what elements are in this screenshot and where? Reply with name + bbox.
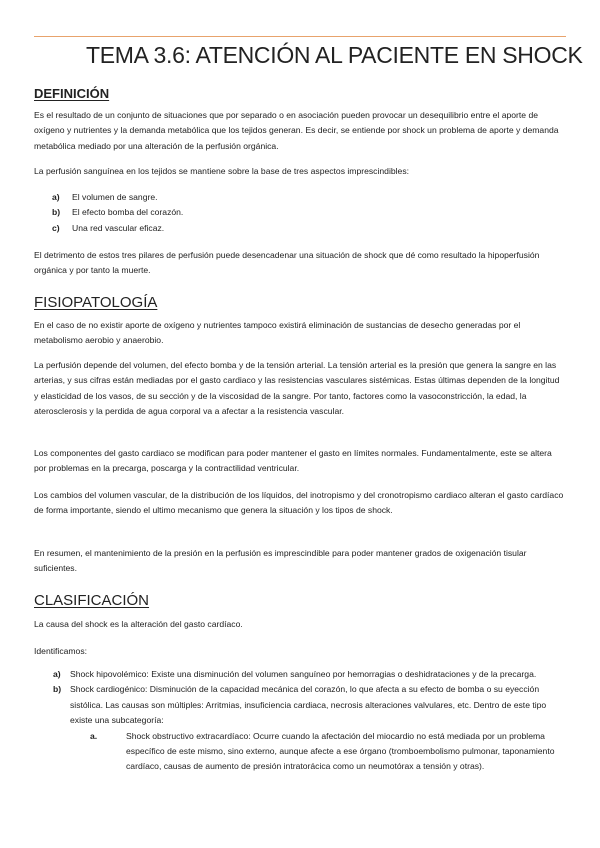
section-heading-fisiopatologia: FISIOPATOLOGÍA	[34, 294, 158, 311]
page-title: TEMA 3.6: ATENCIÓN AL PACIENTE EN SHOCK	[86, 42, 583, 68]
list-item	[34, 682, 566, 728]
section-heading-clasificacion: CLASIFICACIÓN	[34, 592, 150, 609]
sub-list-item	[34, 729, 566, 775]
list-item	[34, 205, 566, 220]
clasificacion-paragraph-2: Identificamos:	[34, 646, 88, 656]
list-item-text: Shock hipovolémico: Existe una disminución del volumen sanguíneo por hemorragias o deshidrataciones y de la precarga.	[70, 669, 537, 679]
definicion-paragraph-1: Es el resultado de un conjunto de situaciones que por separado o en asociación pueden provocar un desequilibrio entre el aporte de oxígeno y nutrientes y la demanda metabólica que los tejidos generan. Es decir, se entiende por shock un problema de aporte y demanda metabólica mediado por una alteración de la perfusión orgánica.	[34, 110, 559, 151]
section-heading-definicion: DEFINICIÓN	[34, 86, 110, 101]
list-item-text: El efecto bomba del corazón.	[72, 207, 184, 218]
header-rule	[34, 36, 566, 37]
list-marker: b)	[53, 684, 62, 695]
list-item	[34, 190, 566, 205]
list-item	[34, 667, 566, 682]
definicion-paragraph-2: La perfusión sanguínea en los tejidos se mantiene sobre la base de tres aspectos imprescindibles:	[34, 166, 410, 176]
fisiopatologia-paragraph-3: Los componentes del gasto cardiaco se modifican para poder mantener el gasto en límites normales. Fundamentalmente, este se altera por problemas en la precarga, poscarga y la contractilidad ventricular.	[34, 448, 552, 474]
list-marker: b)	[52, 207, 61, 218]
sub-list-item-text: Shock obstructivo extracardíaco: Ocurre cuando la afectación del miocardio no está mediada por un problema específico de este mismo, sino externo, aunque afecte a ese órgano (tromboembolismo pulmonar, taponamiento cardíaco, causas de aumento de presión intratorácica como un neumotórax a tensión y otras).	[126, 730, 555, 772]
list-item	[34, 221, 566, 236]
list-marker: a)	[52, 192, 60, 202]
fisiopatologia-paragraph-5: En resumen, el mantenimiento de la presión en la perfusión es imprescindible para poder mantener grados de oxigenación tisular suficientes.	[34, 548, 527, 574]
list-marker: a.	[90, 730, 98, 741]
fisiopatologia-paragraph-2: La perfusión depende del volumen, del efecto bomba y de la tensión arterial. La tensión arterial es la presión que genera la sangre en las arterias, y sus cifras están mediadas por el gasto cardiaco y las resistencias vasculares sistémicas. Estas últimas dependen de la longitud y elasticidad de los vasos, de su sección y de la viscosidad de la sangre. Por tanto, factores como la vasoconstricción, la edad, la aterosclerosis y la perdida de agua corporal va a afectar a la resistencia vascular.	[34, 360, 560, 417]
fisiopatologia-paragraph-1: En el caso de no existir aporte de oxígeno y nutrientes tampoco existirá eliminación de sustancias de desecho generadas por el metabolismo aerobio y anaerobio.	[34, 320, 521, 346]
definicion-paragraph-3: El detrimento de estos tres pilares de perfusión puede desencadenar una situación de shock que dé como resultado la hipoperfusión orgánica y por tanto la muerte.	[34, 250, 540, 276]
list-marker: a)	[53, 669, 61, 679]
list-marker: c)	[52, 222, 60, 233]
clasificacion-paragraph-1: La causa del shock es la alteración del gasto cardíaco.	[34, 619, 243, 629]
list-item-text: Una red vascular eficaz.	[72, 222, 165, 233]
definicion-list	[34, 190, 566, 236]
clasificacion-list	[34, 667, 566, 775]
fisiopatologia-paragraph-4: Los cambios del volumen vascular, de la distribución de los líquidos, del inotropismo y del cronotropismo cardiaco alteran el gasto cardíaco de forma importante, siendo el ultimo mecanismo que genera la situación y los tipos de shock.	[34, 490, 564, 516]
list-item-text: Shock cardiogénico: Disminución de la capacidad mecánica del corazón, lo que afecta a su efecto de bomba o su eyección sistólica. Las causas son múltiples: Arritmias, insuficiencia cardiaca, necrosis alteraciones valvulares, etc. Dentro de este tipo existe una subcategoría:	[70, 684, 547, 726]
list-item-text: El volumen de sangre.	[72, 192, 158, 202]
